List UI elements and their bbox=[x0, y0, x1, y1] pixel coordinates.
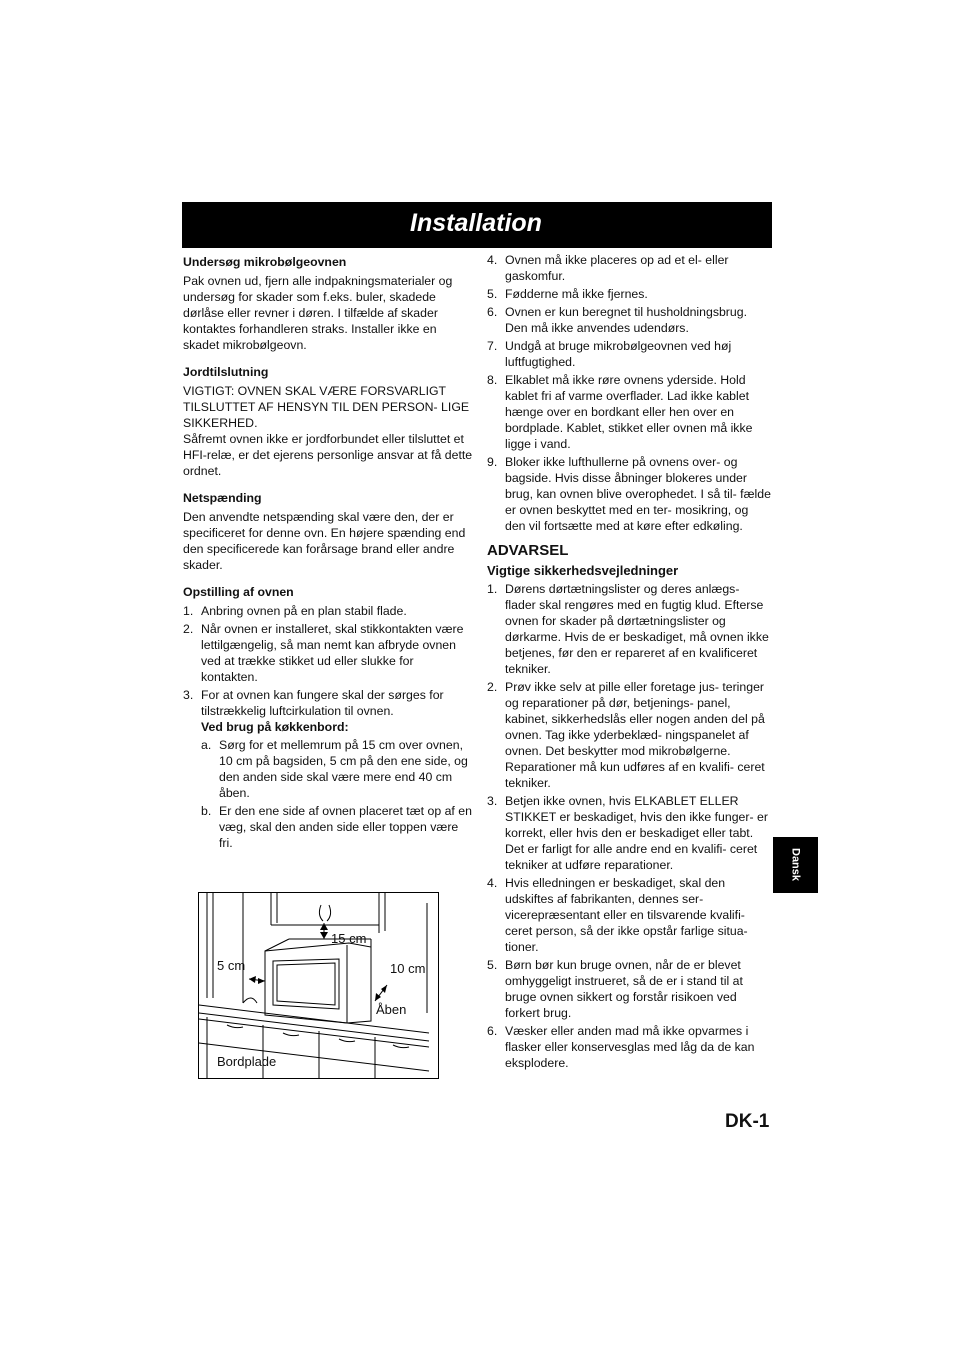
list-item: 2. Prøv ikke selv at pille eller foretage jus- teringer og reparationer på dør, betjenings- panel, kabinet, sikkerhedslås eller nogen anden del på ovnen. Tag ikke yderbeklæd- ningspanelet af ovnen. Det beskytter mod mikrobølgerne. Reparationer må kun udføres af en kvalifi- ceret tekniker. bbox=[487, 680, 765, 790]
warning-heading: ADVARSEL bbox=[487, 542, 569, 559]
warning-subheading: Vigtige sikkerhedsvejledninger bbox=[487, 563, 679, 578]
title-bar bbox=[182, 202, 772, 248]
section-heading: Opstilling af ovnen bbox=[183, 585, 294, 599]
list-item: 1. Dørens dørtætningslister og deres anlægs- flader skal rengøres med en fugtig klud. Efterse ovnen for skader på dørtætningslister og dørkarme. Hvis de er beskadiget, må ovnen ikke betjenes, før den er repareret af en kvalificeret tekniker. bbox=[487, 582, 769, 676]
section-body: Pak ovnen ud, fjern alle indpakningsmaterialer og undersøg for skader som f.eks. buler, skadede dørlåse eller revner i døren. I tilfælde af skader kontaktes forhandleren straks. Installer ikke en skadet mikrobølgeovn. bbox=[183, 274, 453, 352]
section-heading: Undersøg mikrobølgeovnen bbox=[183, 255, 347, 269]
section-heading: Jordtilslutning bbox=[183, 365, 269, 379]
label-top-clearance: 15 cm bbox=[331, 931, 367, 946]
label-back-clearance: 10 cm bbox=[390, 961, 426, 976]
language-tab bbox=[773, 837, 818, 893]
section-inspect bbox=[183, 254, 473, 353]
grounding-warning: VIGTIGT: OVNEN SKAL VÆRE FORSVARLIGT TILSLUTTET AF HENSYN TIL DEN PERSON- LIGE SIKKERHED. bbox=[183, 384, 470, 430]
section-grounding bbox=[183, 364, 473, 479]
page-number: DK-1 bbox=[725, 1111, 770, 1132]
list-item: a. Sørg for et mellemrum på 15 cm over ovnen, 10 cm på bagsiden, 5 cm på den ene side, og den anden side skal være mere end 40 cm åben. bbox=[201, 738, 468, 800]
section-heading: Netspænding bbox=[183, 491, 262, 505]
list-item: 3. Betjen ikke ovnen, hvis ELKABLET ELLER STIKKET er beskadiget, hvis den ikke funger- er korrekt, eller hvis den er beskadiget eller tabt. Det er farligt for alle andre end en kvalifi- ceret tekniker at udføre reparationer. bbox=[487, 794, 768, 872]
placement-list-continued bbox=[487, 252, 772, 534]
countertop-list bbox=[183, 737, 473, 851]
list-item: 2. Når ovnen er installeret, skal stikkontakten være lettilgængelig, så man nemt kan afbryde ovnen ved at trække stikket ud eller slukke for kontakten. bbox=[183, 622, 464, 684]
list-item: 4. Hvis elledningen er beskadiget, skal den udskiftes af fabrikanten, dennes ser- vicerepræsentant eller en tilsvarende kvalifi- ceret person, så der ikke opstår farlige situa- tioner. bbox=[487, 876, 748, 954]
section-body: Den anvendte netspænding skal være den, der er specificeret for denne ovn. En højere spænding end den specificerede kan forårsage brand eller andre skader. bbox=[183, 510, 466, 572]
section-placement bbox=[183, 584, 473, 851]
language-tab-label: Dansk bbox=[789, 848, 802, 882]
label-side-clearance: 5 cm bbox=[217, 958, 246, 973]
right-column bbox=[487, 252, 772, 1073]
list-item: 1. Anbring ovnen på en plan stabil flade. bbox=[183, 604, 407, 618]
label-open-side: Åben bbox=[376, 1002, 407, 1017]
page-title: Installation bbox=[410, 209, 542, 237]
installation-figure bbox=[198, 892, 439, 1079]
list-item: 8. Elkablet må ikke røre ovnens yderside. Hold kablet fri af varme overflader. Lad ikke kablet hænge over en bordkant eller hen over en bordplade. Kablet, stikket eller ovnen må ikke ligge i vand. bbox=[487, 373, 753, 451]
list-item: 5. Børn bør kun bruge ovnen, når de er blevet omhyggeligt instrueret, så de er i stand til at bruge ovnen sikkert og forstår risikoen ved forkert brug. bbox=[487, 958, 743, 1020]
section-body: Såfremt ovnen ikke er jordforbundet eller tilsluttet et HFI-relæ, er det ejerens personlige ansvar at få dette ordnet. bbox=[183, 432, 473, 478]
list-item: 6. Væsker eller anden mad må ikke opvarmes i flasker eller konservesglas med låg da de kan eksplodere. bbox=[487, 1024, 755, 1070]
countertop-subheading: Ved brug på køkkenbord: bbox=[201, 720, 349, 734]
label-countertop: Bordplade bbox=[217, 1054, 277, 1069]
section-voltage bbox=[183, 490, 473, 573]
list-item: 7. Undgå at bruge mikrobølgeovnen ved høj luftfugtighed. bbox=[487, 339, 732, 369]
left-column bbox=[183, 254, 473, 862]
safety-list bbox=[487, 581, 772, 1071]
placement-list bbox=[183, 603, 473, 735]
kitchen-illustration bbox=[199, 893, 439, 1079]
list-item: b. Er den ene side af ovnen placeret tæt op af en væg, skal den anden side eller toppen være fri. bbox=[201, 804, 472, 850]
list-item: 6. Ovnen er kun beregnet til husholdningsbrug. Den må ikke anvendes udendørs. bbox=[487, 305, 747, 335]
list-item: 4. Ovnen må ikke placeres op ad et el- eller gaskomfur. bbox=[487, 253, 729, 283]
list-item: 9. Bloker ikke lufthullerne på ovnens over- og bagside. Hvis disse åbninger blokeres under brug, kan ovnen blive overophedet. I så til- fælde er ovnen beskyttet med en ter- mosikring, og den vil fortsætte med at køre efter edkøling. bbox=[487, 455, 771, 533]
list-item: 5. Fødderne må ikke fjernes. bbox=[487, 287, 648, 301]
list-item: 3. For at ovnen kan fungere skal der sørges for tilstrækkelig luftcirkulation til ovnen. Ved brug på køkkenbord: bbox=[183, 688, 444, 734]
